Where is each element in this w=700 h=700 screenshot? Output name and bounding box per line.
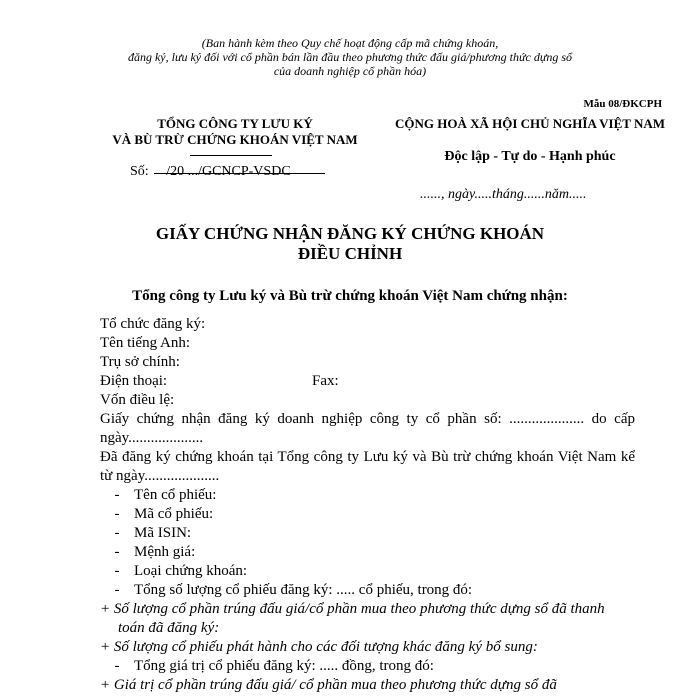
sub-item-text: + Giá trị cổ phần trúng đấu giá/ cổ phần mua theo phương thức dựng sổ đã bbox=[100, 677, 557, 693]
document-title bbox=[0, 224, 700, 264]
field-head-office: Trụ sở chính: bbox=[100, 354, 180, 370]
sub-item-text: + Số lượng cổ phiếu phát hành cho các đối tượng khác đăng ký bổ sung: bbox=[100, 639, 538, 655]
document-title-line: ĐIỀU CHỈNH bbox=[297, 244, 403, 263]
issuance-note-line: (Ban hành kèm theo Quy chế hoạt động cấp mã chứng khoán, bbox=[201, 36, 499, 50]
issuance-note-line: đăng ký, lưu ký đối với cổ phần bán lần đầu theo phương thức đấu giá/phương thức dựng sổ bbox=[127, 50, 573, 64]
list-item: - Tên cổ phiếu: bbox=[114, 487, 217, 503]
list-item: - Loại chứng khoán: bbox=[114, 563, 248, 579]
list-item-text: Loại chứng khoán: bbox=[134, 563, 248, 579]
issuer-name-line: TỔNG CÔNG TY LƯU KÝ bbox=[157, 116, 313, 131]
certification-statement: Tổng công ty Lưu ký và Bù trừ chứng khoán Việt Nam chứng nhận: bbox=[132, 288, 568, 304]
document-number-label: Số: bbox=[130, 164, 149, 179]
issuer-name bbox=[95, 116, 375, 148]
national-motto: Độc lập - Tự do - Hạnh phúc bbox=[444, 149, 616, 164]
form-code: Mẫu 08/ĐKCPH bbox=[583, 98, 662, 110]
sub-item-text: + Số lượng cổ phần trúng đấu giá/cổ phần mua theo phương thức dựng sổ đã thanh toán đã đăng ký: bbox=[100, 601, 605, 636]
list-item-text: Tổng giá trị cổ phiếu đăng ký: ..... đồng, trong đó: bbox=[134, 658, 434, 674]
list-item: - Tổng số lượng cổ phiếu đăng ký: ..... cổ phiếu, trong đó: bbox=[114, 582, 473, 598]
list-item-text: Mã ISIN: bbox=[134, 525, 192, 541]
issuer-divider bbox=[190, 155, 272, 156]
issuance-note-line: của doanh nghiệp cổ phần hóa) bbox=[273, 64, 427, 78]
list-item: - Mã cổ phiếu: bbox=[114, 506, 214, 522]
list-item-text: Mã cổ phiếu: bbox=[134, 506, 214, 522]
document-body bbox=[100, 315, 635, 695]
list-item-text: Tổng số lượng cổ phiếu đăng ký: ..... cổ phiếu, trong đó: bbox=[134, 582, 473, 598]
list-item-text: Mệnh giá: bbox=[134, 544, 196, 560]
national-heading: CỘNG HOÀ XÃ HỘI CHỦ NGHĨA VIỆT NAM bbox=[394, 116, 666, 131]
list-item: - Tổng giá trị cổ phiếu đăng ký: ..... đồng, trong đó: bbox=[114, 658, 434, 674]
sub-item bbox=[100, 676, 635, 695]
issuance-note bbox=[60, 36, 640, 78]
sub-item bbox=[100, 638, 635, 657]
list-item-text: Tên cổ phiếu: bbox=[134, 487, 217, 503]
list-item: - Mệnh giá: bbox=[114, 544, 196, 560]
list-item: - Mã ISIN: bbox=[114, 525, 192, 541]
field-fax: Fax: bbox=[312, 373, 339, 389]
document-title-line: GIẤY CHỨNG NHẬN ĐĂNG KÝ CHỨNG KHOÁN bbox=[155, 224, 545, 243]
field-english-name: Tên tiếng Anh: bbox=[100, 335, 190, 351]
field-registration: Đã đăng ký chứng khoán tại Tổng công ty Lưu ký và Bù trừ chứng khoán Việt Nam kể từ ngày.................... bbox=[100, 449, 635, 484]
sub-item bbox=[100, 600, 635, 638]
field-business-certificate: Giấy chứng nhận đăng ký doanh nghiệp công ty cổ phần số: .................... do cấp ngày.................... bbox=[100, 411, 635, 446]
issuer-name-line: VÀ BÙ TRỪ CHỨNG KHOÁN VIỆT NAM bbox=[112, 132, 358, 147]
contact-row bbox=[100, 372, 635, 391]
field-charter-capital: Vốn điều lệ: bbox=[100, 392, 175, 408]
document-number bbox=[130, 164, 291, 180]
date-line: ......, ngày.....tháng......năm..... bbox=[420, 187, 587, 202]
document-number-value: /20 .../GCNCP-VSDC bbox=[166, 164, 291, 179]
field-phone: Điện thoại: bbox=[100, 373, 168, 389]
field-organization: Tổ chức đăng ký: bbox=[100, 316, 206, 332]
